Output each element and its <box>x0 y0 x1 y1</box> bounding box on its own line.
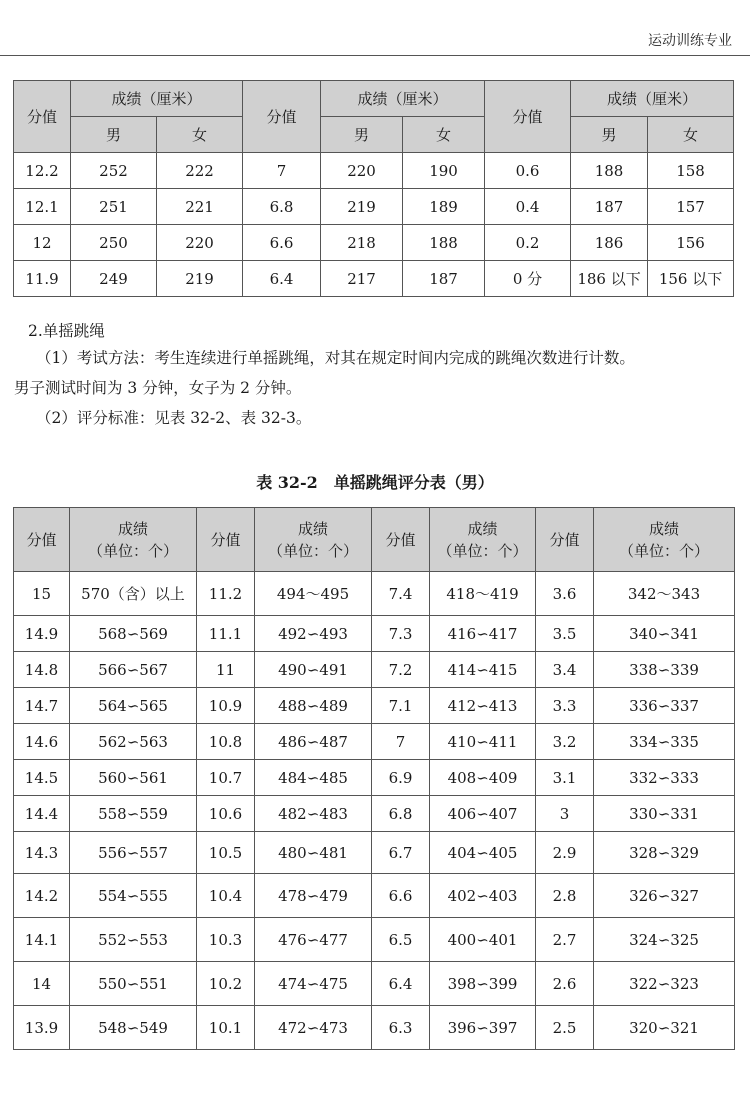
table-row <box>14 189 734 225</box>
table-row <box>14 225 734 261</box>
table-cell: 488∽489 <box>255 688 372 724</box>
table-cell: 11.2 <box>197 572 255 616</box>
table-cell: 558∽559 <box>70 796 197 832</box>
table-cell: 494～495 <box>255 572 372 616</box>
table-cell: 478∽479 <box>255 874 372 918</box>
header-result <box>70 508 197 572</box>
table-cell: 554∽555 <box>70 874 197 918</box>
table-cell: 550∽551 <box>70 962 197 1006</box>
table-cell: 10.9 <box>197 688 255 724</box>
table-cell: 12.1 <box>14 189 71 225</box>
table-cell: 322∽323 <box>594 962 735 1006</box>
table-row <box>14 796 735 832</box>
table-cell: 6.8 <box>243 189 321 225</box>
table-cell: 221 <box>157 189 243 225</box>
table-cell: 2.6 <box>536 962 594 1006</box>
table-caption: 表 32-2 单摇跳绳评分表（男） <box>256 473 494 492</box>
table-cell: 13.9 <box>14 1006 70 1050</box>
header-unit: （单位：个） <box>87 541 178 560</box>
table-cell: 476∽477 <box>255 918 372 962</box>
table-cell: 334∽335 <box>594 724 735 760</box>
table-cell: 492∽493 <box>255 616 372 652</box>
header-score: 分值 <box>14 508 70 572</box>
header-female: 女 <box>648 117 734 153</box>
header-female: 女 <box>403 117 485 153</box>
table-cell: 564∽565 <box>70 688 197 724</box>
header-result: 成绩（厘米） <box>71 81 243 117</box>
table-cell: 2.8 <box>536 874 594 918</box>
table-cell: 330∽331 <box>594 796 735 832</box>
table-cell: 6.8 <box>372 796 430 832</box>
table-cell: 7 <box>372 724 430 760</box>
table-cell: 188 <box>571 153 648 189</box>
table-cell: 3.2 <box>536 724 594 760</box>
header-score: 分值 <box>536 508 594 572</box>
header-result-label: 成绩 <box>467 519 498 538</box>
table-cell: 560∽561 <box>70 760 197 796</box>
table-cell: 12 <box>14 225 71 261</box>
table-cell: 398∽399 <box>430 962 536 1006</box>
table-cell: 14.4 <box>14 796 70 832</box>
table-cell: 340∽341 <box>594 616 735 652</box>
header-score: 分值 <box>197 508 255 572</box>
table-cell: 10.3 <box>197 918 255 962</box>
header-result <box>255 508 372 572</box>
table-cell: 6.4 <box>372 962 430 1006</box>
table-cell: 222 <box>157 153 243 189</box>
table-cell: 404∽405 <box>430 832 536 874</box>
table-cell: 570（含）以上 <box>70 572 197 616</box>
header-female: 女 <box>157 117 243 153</box>
table-cell: 396∽397 <box>430 1006 536 1050</box>
table-cell: 338∽339 <box>594 652 735 688</box>
table-cell: 480∽481 <box>255 832 372 874</box>
table-cell: 219 <box>157 261 243 297</box>
table-cell: 218 <box>321 225 403 261</box>
table-cell: 0 分 <box>485 261 571 297</box>
table-cell: 188 <box>403 225 485 261</box>
table-cell: 568∽569 <box>70 616 197 652</box>
header-male: 男 <box>71 117 157 153</box>
rope-skipping-score-table <box>13 507 735 1050</box>
table-cell: 6.6 <box>243 225 321 261</box>
table-cell: 156 <box>648 225 734 261</box>
table-cell: 326∽327 <box>594 874 735 918</box>
table-cell: 252 <box>71 153 157 189</box>
table-cell: 332∽333 <box>594 760 735 796</box>
table-cell: 406∽407 <box>430 796 536 832</box>
table-cell: 10.4 <box>197 874 255 918</box>
table-row <box>14 688 735 724</box>
table-cell: 328∽329 <box>594 832 735 874</box>
table-cell: 412∽413 <box>430 688 536 724</box>
table-cell: 552∽553 <box>70 918 197 962</box>
table-cell: 320∽321 <box>594 1006 735 1050</box>
header-result <box>430 508 536 572</box>
table-cell: 249 <box>71 261 157 297</box>
header-result-label: 成绩 <box>297 519 328 538</box>
table-cell: 416∽417 <box>430 616 536 652</box>
table-cell: 14.9 <box>14 616 70 652</box>
table-cell: 400∽401 <box>430 918 536 962</box>
header-unit: （单位：个） <box>437 541 528 560</box>
table-cell: 10.1 <box>197 1006 255 1050</box>
table-cell: 2.7 <box>536 918 594 962</box>
table-cell: 220 <box>157 225 243 261</box>
header-result: 成绩（厘米） <box>571 81 734 117</box>
table-cell: 0.6 <box>485 153 571 189</box>
table-cell: 6.3 <box>372 1006 430 1050</box>
table-cell: 336∽337 <box>594 688 735 724</box>
table-cell: 6.9 <box>372 760 430 796</box>
table-cell: 6.5 <box>372 918 430 962</box>
table-cell: 482∽483 <box>255 796 372 832</box>
table-cell: 11 <box>197 652 255 688</box>
table-cell: 11.1 <box>197 616 255 652</box>
page-header-section: 运动训练专业 <box>648 33 732 49</box>
table-cell: 2.9 <box>536 832 594 874</box>
table-cell: 324∽325 <box>594 918 735 962</box>
table-cell: 0.2 <box>485 225 571 261</box>
table-cell: 562∽563 <box>70 724 197 760</box>
table-cell: 14.7 <box>14 688 70 724</box>
table-cell: 7.2 <box>372 652 430 688</box>
table-cell: 472∽473 <box>255 1006 372 1050</box>
table-cell: 187 <box>571 189 648 225</box>
table-cell: 2.5 <box>536 1006 594 1050</box>
header-score: 分值 <box>243 81 321 153</box>
table-cell: 156 以下 <box>648 261 734 297</box>
table-cell: 14.3 <box>14 832 70 874</box>
table-cell: 418～419 <box>430 572 536 616</box>
header-score: 分值 <box>372 508 430 572</box>
table-row <box>14 724 735 760</box>
header-male: 男 <box>571 117 648 153</box>
table-row <box>14 962 735 1006</box>
table-cell: 548∽549 <box>70 1006 197 1050</box>
header-result-label: 成绩 <box>648 519 679 538</box>
table-row <box>14 153 734 189</box>
table-row <box>14 572 735 616</box>
table-cell: 484∽485 <box>255 760 372 796</box>
table-cell: 7.1 <box>372 688 430 724</box>
table-cell: 157 <box>648 189 734 225</box>
table-row <box>14 652 735 688</box>
header-male: 男 <box>321 117 403 153</box>
table-cell: 10.6 <box>197 796 255 832</box>
table-cell: 3.3 <box>536 688 594 724</box>
header-result: 成绩（厘米） <box>321 81 485 117</box>
table-row <box>14 918 735 962</box>
header-score: 分值 <box>485 81 571 153</box>
table-cell: 0.4 <box>485 189 571 225</box>
method-text: （1）考试方法：考生连续进行单摇跳绳，对其在规定时间内完成的跳绳次数进行计数。 <box>36 349 635 367</box>
table-cell: 6.7 <box>372 832 430 874</box>
table-cell: 12.2 <box>14 153 71 189</box>
table-cell: 3 <box>536 796 594 832</box>
header-unit: （单位：个） <box>618 541 709 560</box>
table-cell: 158 <box>648 153 734 189</box>
method-text-continued: 男子测试时间为 3 分钟，女子为 2 分钟。 <box>14 379 302 397</box>
table-cell: 219 <box>321 189 403 225</box>
table-cell: 342～343 <box>594 572 735 616</box>
table-cell: 14.1 <box>14 918 70 962</box>
table-cell: 14 <box>14 962 70 1006</box>
table-cell: 186 以下 <box>571 261 648 297</box>
table-cell: 490∽491 <box>255 652 372 688</box>
table-cell: 10.5 <box>197 832 255 874</box>
table-row <box>14 261 734 297</box>
table-cell: 220 <box>321 153 403 189</box>
table-cell: 7.4 <box>372 572 430 616</box>
table-row <box>14 760 735 796</box>
table-cell: 414∽415 <box>430 652 536 688</box>
scoring-text: （2）评分标准：见表 32-2、表 32-3。 <box>36 409 312 427</box>
table-cell: 217 <box>321 261 403 297</box>
table-cell: 410∽411 <box>430 724 536 760</box>
table-cell: 10.2 <box>197 962 255 1006</box>
table-cell: 402∽403 <box>430 874 536 918</box>
header-rule <box>0 55 750 56</box>
standing-jump-score-table <box>13 80 734 297</box>
table-cell: 250 <box>71 225 157 261</box>
table-row <box>14 874 735 918</box>
table-cell: 3.5 <box>536 616 594 652</box>
table-cell: 10.8 <box>197 724 255 760</box>
table-cell: 556∽557 <box>70 832 197 874</box>
table-cell: 251 <box>71 189 157 225</box>
table-cell: 3.4 <box>536 652 594 688</box>
table-cell: 186 <box>571 225 648 261</box>
table-cell: 14.8 <box>14 652 70 688</box>
table-cell: 486∽487 <box>255 724 372 760</box>
table-cell: 7.3 <box>372 616 430 652</box>
table-cell: 10.7 <box>197 760 255 796</box>
header-result <box>594 508 735 572</box>
table-cell: 3.6 <box>536 572 594 616</box>
table-cell: 11.9 <box>14 261 71 297</box>
table-cell: 408∽409 <box>430 760 536 796</box>
table-cell: 189 <box>403 189 485 225</box>
table-cell: 14.6 <box>14 724 70 760</box>
header-score: 分值 <box>14 81 71 153</box>
section-heading: 2.单摇跳绳 <box>28 322 105 340</box>
table-cell: 190 <box>403 153 485 189</box>
table-cell: 3.1 <box>536 760 594 796</box>
table-cell: 566∽567 <box>70 652 197 688</box>
header-result-label: 成绩 <box>117 519 148 538</box>
table-cell: 187 <box>403 261 485 297</box>
header-unit: （单位：个） <box>267 541 358 560</box>
table-row <box>14 1006 735 1050</box>
table-row <box>14 616 735 652</box>
table-row <box>14 832 735 874</box>
table-cell: 6.6 <box>372 874 430 918</box>
table-cell: 474∽475 <box>255 962 372 1006</box>
table-cell: 14.5 <box>14 760 70 796</box>
table-cell: 15 <box>14 572 70 616</box>
table-cell: 14.2 <box>14 874 70 918</box>
table-cell: 6.4 <box>243 261 321 297</box>
table-cell: 7 <box>243 153 321 189</box>
